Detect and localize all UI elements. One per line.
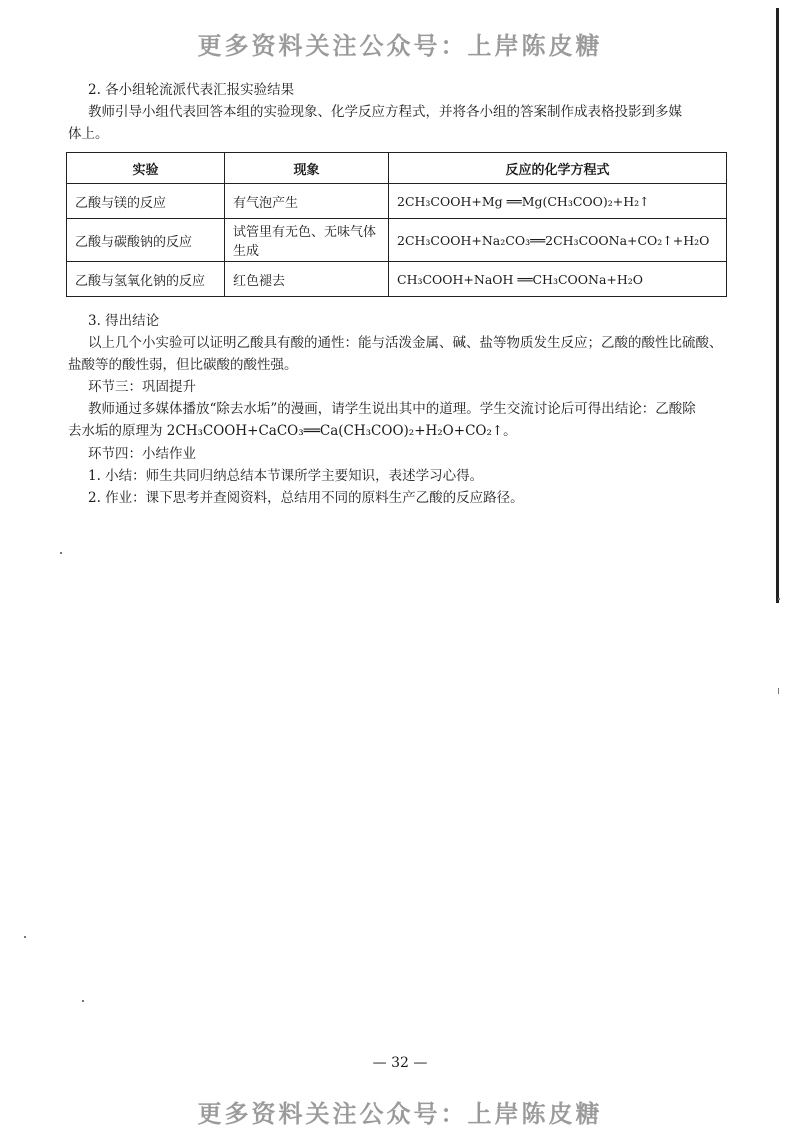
cell-equation: 2CH₃COOH+Na₂CO₃══2CH₃COONa+CO₂↑+H₂O — [389, 219, 727, 262]
section3-paragraph-line2: 盐酸等的酸性弱，但比碳酸的酸性强。 — [68, 357, 298, 373]
section2-heading: 2. 各小组轮流派代表汇报实验结果 — [88, 82, 295, 98]
cell-experiment: 乙酸与镁的反应 — [67, 184, 225, 219]
cell-phenomenon: 红色褪去 — [225, 262, 389, 297]
scan-speck — [778, 598, 780, 600]
scan-speck — [60, 552, 62, 554]
scan-speck — [82, 1000, 84, 1002]
scan-speck — [24, 936, 26, 938]
stage4-summary-item: 1. 小结：师生共同归纳总结本节课所学主要知识，表述学习心得。 — [88, 468, 484, 484]
section2-paragraph-line1: 教师引导小组代表回答本组的实验现象、化学反应方程式，并将各小组的答案制作成表格投影到多媒 — [88, 104, 682, 120]
cell-equation: 2CH₃COOH+Mg ══Mg(CH₃COO)₂+H₂↑ — [389, 184, 727, 219]
header-equation: 反应的化学方程式 — [389, 153, 727, 184]
stage3-heading: 环节三：巩固提升 — [88, 379, 196, 395]
cell-equation: CH₃COOH+NaOH ══CH₃COONa+H₂O — [389, 262, 727, 297]
section2-paragraph-line2: 体上。 — [68, 126, 109, 142]
table-row — [67, 184, 727, 219]
cell-phenomenon: 有气泡产生 — [225, 184, 389, 219]
watermark-top: 更多资料关注公众号：上岸陈皮糖 — [197, 32, 603, 60]
cell-experiment: 乙酸与氢氧化钠的反应 — [67, 262, 225, 297]
watermark-bottom: 更多资料关注公众号：上岸陈皮糖 — [197, 1100, 603, 1128]
header-experiment: 实验 — [67, 153, 225, 184]
scan-speck — [778, 688, 779, 694]
results-table — [66, 152, 727, 297]
stage3-paragraph-line1: 教师通过多媒体播放“除去水垢”的漫画，请学生说出其中的道理。学生交流讨论后可得出结论：乙酸除 — [88, 401, 696, 417]
stage3-paragraph-line2: 去水垢的原理为 2CH₃COOH+CaCO₃══Ca(CH₃COO)₂+H₂O+CO₂↑。 — [68, 423, 517, 439]
cell-experiment: 乙酸与碳酸钠的反应 — [67, 219, 225, 262]
stage4-heading: 环节四：小结作业 — [88, 446, 196, 462]
header-phenomenon: 现象 — [225, 153, 389, 184]
table-row — [67, 219, 727, 262]
section3-heading: 3. 得出结论 — [88, 313, 160, 329]
stage4-homework-item: 2. 作业：课下思考并查阅资料，总结用不同的原料生产乙酸的反应路径。 — [88, 490, 524, 506]
binding-edge-line — [776, 8, 779, 603]
table-header-row — [67, 153, 727, 184]
cell-phenomenon: 试管里有无色、无味气体生成 — [225, 219, 389, 262]
section3-paragraph-line1: 以上几个小实验可以证明乙酸具有酸的通性：能与活泼金属、碱、盐等物质发生反应；乙酸的酸性比硫酸、 — [88, 335, 723, 351]
table-row — [67, 262, 727, 297]
page-number: — 32 — — [372, 1055, 428, 1071]
